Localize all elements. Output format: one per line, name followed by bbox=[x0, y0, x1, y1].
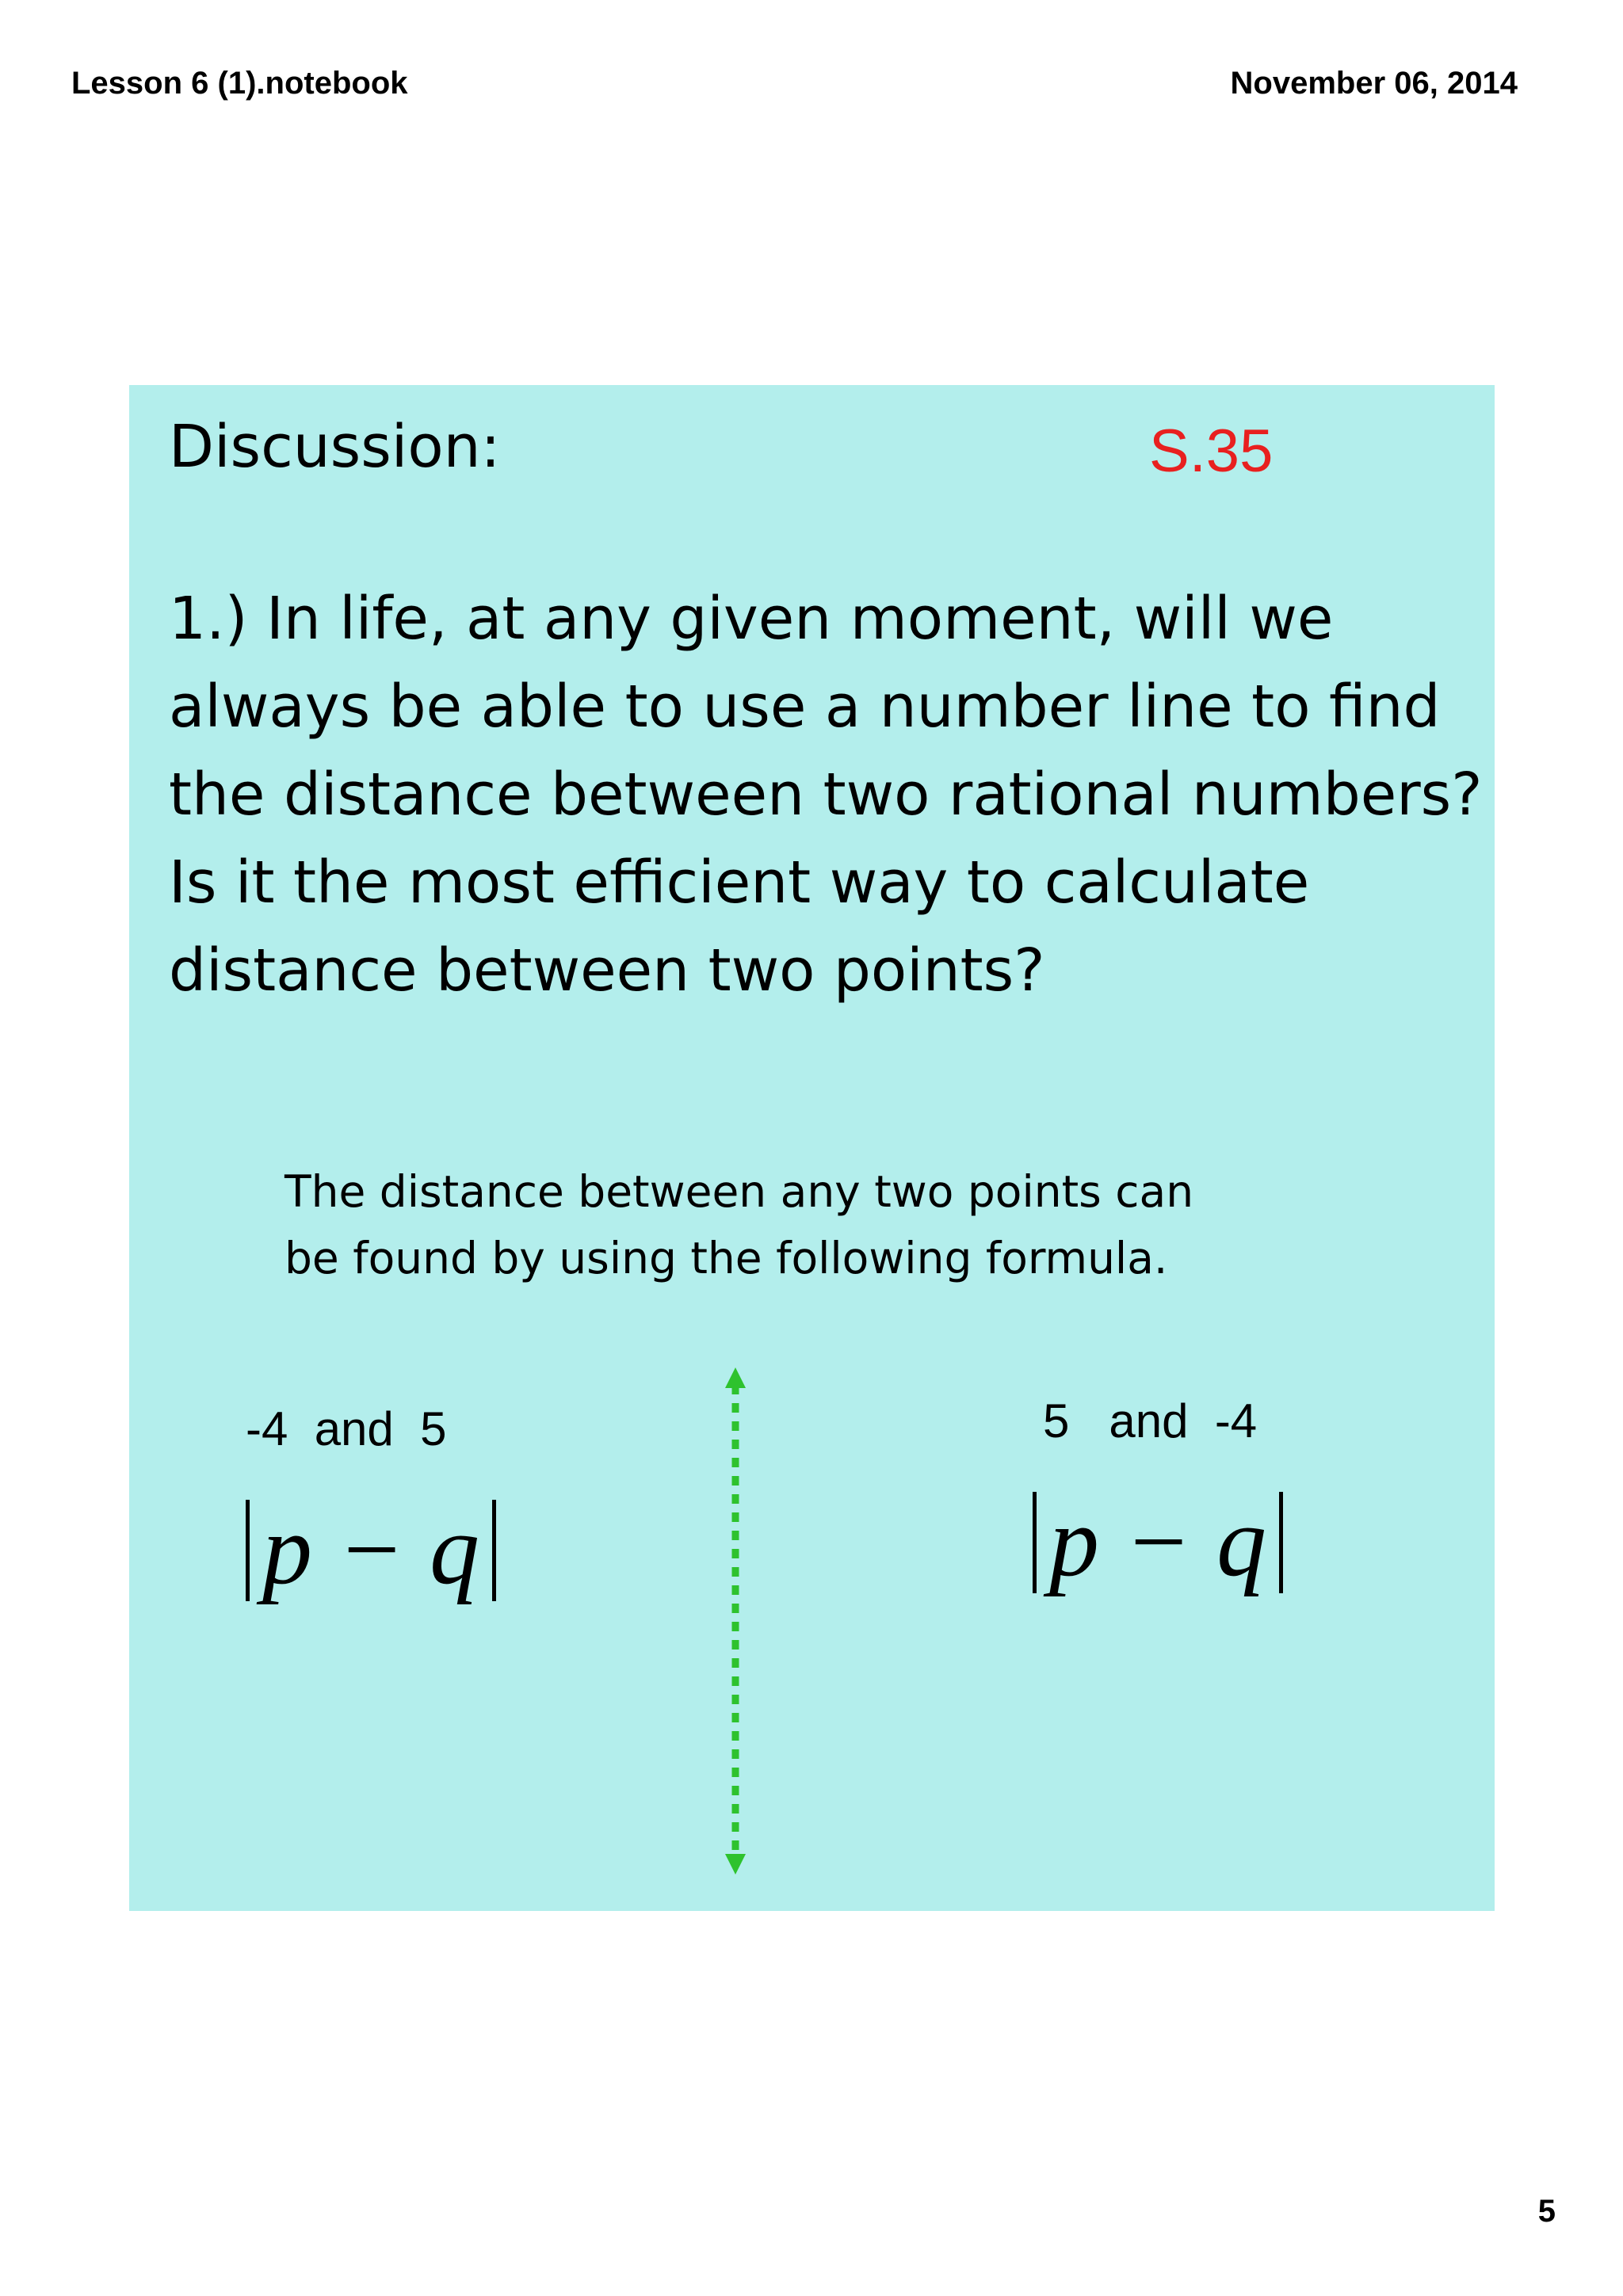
discussion-heading: Discussion: bbox=[169, 413, 501, 481]
left-absolute-value-formula bbox=[246, 1482, 496, 1610]
question-line: Is it the most efficient way to calculate bbox=[169, 849, 1310, 917]
discussion-panel bbox=[129, 385, 1495, 1911]
question-line: always be able to use a number line to find bbox=[169, 673, 1441, 741]
question-line: 1.) In life, at any given moment, will we bbox=[169, 585, 1334, 653]
right-number-pair: 5 and -4 bbox=[1043, 1394, 1258, 1447]
question-text bbox=[169, 575, 1500, 1015]
formula-intro-line: The distance between any two points can bbox=[285, 1166, 1194, 1217]
formula-intro-line: be found by using the following formula. bbox=[285, 1233, 1168, 1283]
left-number-pair: -4 and 5 bbox=[246, 1402, 447, 1455]
page-number: 5 bbox=[1537, 2194, 1556, 2229]
formula-intro bbox=[285, 1158, 1193, 1291]
right-absolute-value-formula bbox=[1033, 1474, 1283, 1602]
formula-expression: p − q bbox=[262, 1495, 480, 1606]
question-line: the distance between two rational numbers? bbox=[169, 761, 1483, 829]
slide-number: S.35 bbox=[1149, 418, 1274, 485]
dotted-double-arrow-divider bbox=[720, 1367, 751, 1875]
file-name: Lesson 6 (1).notebook bbox=[71, 66, 408, 101]
question-line: distance between two points? bbox=[169, 936, 1045, 1005]
formula-expression: p − q bbox=[1049, 1487, 1267, 1598]
header-date: November 06, 2014 bbox=[1230, 66, 1518, 101]
absolute-bar-right bbox=[492, 1500, 496, 1601]
absolute-bar-right bbox=[1279, 1492, 1283, 1593]
